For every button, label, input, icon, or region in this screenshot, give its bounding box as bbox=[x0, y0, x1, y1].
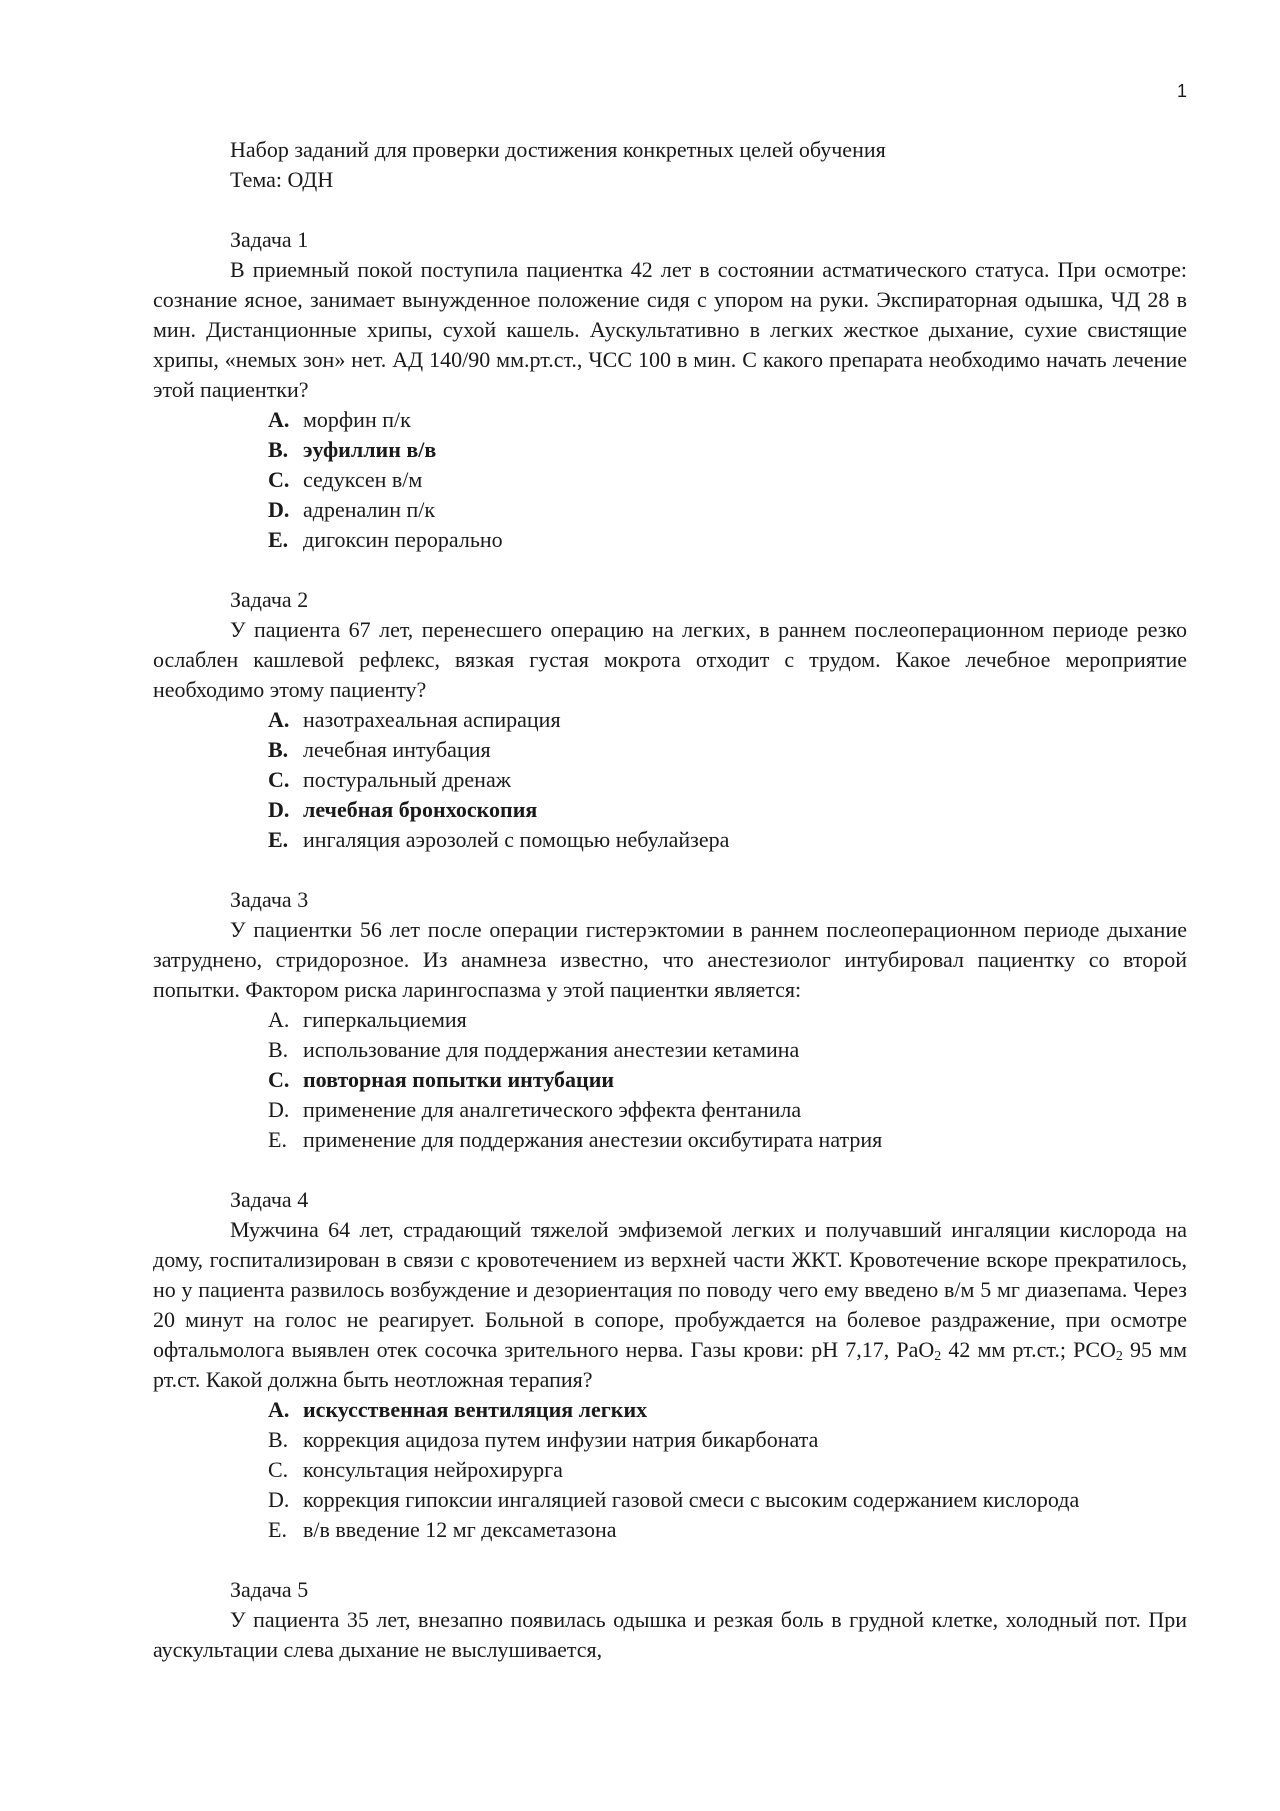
option-letter: C. bbox=[268, 1457, 289, 1482]
answer-option-correct bbox=[268, 435, 1187, 465]
option-text: коррекция гипоксии ингаляцией газовой смеси с высоким содержанием кислорода bbox=[303, 1487, 1080, 1512]
answer-option bbox=[268, 1455, 1187, 1485]
option-letter: A. bbox=[268, 1007, 290, 1032]
option-letter: B. bbox=[268, 1427, 289, 1452]
option-letter: A. bbox=[268, 1397, 290, 1422]
question-text: 42 мм рт.ст.; PCO bbox=[941, 1337, 1116, 1362]
option-letter: C. bbox=[268, 1067, 290, 1092]
answer-option bbox=[268, 765, 1187, 795]
option-text: дигоксин перорально bbox=[303, 527, 503, 552]
subscript: 2 bbox=[934, 1349, 942, 1364]
answer-option bbox=[268, 405, 1187, 435]
option-text: в/в введение 12 мг дексаметазона bbox=[303, 1517, 617, 1542]
document-content bbox=[153, 135, 1187, 1665]
task-question: У пациента 35 лет, внезапно появилась одышка и резкая боль в грудной клетке, холодный пот. При аускультации слева дыхание не выслушивается, bbox=[153, 1607, 1187, 1662]
page-number: 1 bbox=[1177, 81, 1188, 101]
option-text: ингаляция аэрозолей с помощью небулайзера bbox=[303, 827, 730, 852]
spacer bbox=[153, 195, 1187, 225]
task-1 bbox=[153, 225, 1187, 555]
task-5 bbox=[153, 1575, 1187, 1665]
answer-option bbox=[268, 735, 1187, 765]
spacer bbox=[153, 855, 1187, 885]
option-letter: D. bbox=[268, 497, 290, 522]
option-letter: E. bbox=[268, 1517, 287, 1542]
option-letter: A. bbox=[268, 707, 290, 732]
task-question: У пациентки 56 лет после операции гистерэктомии в раннем послеоперационном периоде дыхание затруднено, стридорозное. Из анамнеза известно, что анестезиолог интубировал пациентку со второй попытки. Фактором риска ларингоспазма у этой пациентки является: bbox=[153, 917, 1187, 1002]
option-text: коррекция ацидоза путем инфузии натрия бикарбоната bbox=[303, 1427, 819, 1452]
spacer bbox=[153, 555, 1187, 585]
option-letter: B. bbox=[268, 1037, 289, 1062]
document-topic: Тема: ОДН bbox=[230, 167, 334, 192]
option-text: постуральный дренаж bbox=[303, 767, 511, 792]
option-letter: E. bbox=[268, 1127, 287, 1152]
option-text: лечебная интубация bbox=[303, 737, 491, 762]
task-heading: Задача 1 bbox=[230, 227, 309, 252]
option-text: повторная попытки интубации bbox=[303, 1067, 615, 1092]
answer-option-correct bbox=[268, 795, 1187, 825]
task-heading: Задача 4 bbox=[230, 1187, 309, 1212]
answer-option bbox=[268, 1005, 1187, 1035]
option-text: адреналин п/к bbox=[303, 497, 436, 522]
option-text: применение для поддержания анестезии оксибутирата натрия bbox=[303, 1127, 883, 1152]
task-heading: Задача 3 bbox=[230, 887, 309, 912]
task-question bbox=[153, 1215, 1187, 1395]
option-letter: D. bbox=[268, 797, 290, 822]
option-text: морфин п/к bbox=[303, 407, 411, 432]
subscript: 2 bbox=[1115, 1349, 1123, 1364]
option-letter: D. bbox=[268, 1097, 290, 1122]
option-text: назотрахеальная аспирация bbox=[303, 707, 561, 732]
answer-option bbox=[268, 1125, 1187, 1155]
option-text: применение для аналгетического эффекта фентанила bbox=[303, 1097, 802, 1122]
answer-options bbox=[153, 1005, 1187, 1155]
task-2 bbox=[153, 585, 1187, 855]
answer-options bbox=[153, 1395, 1187, 1545]
answer-option bbox=[268, 1095, 1187, 1125]
option-letter: E. bbox=[268, 527, 289, 552]
option-letter: E. bbox=[268, 827, 289, 852]
option-text: искусственная вентиляция легких bbox=[303, 1397, 648, 1422]
option-text: эуфиллин в/в bbox=[303, 437, 437, 462]
question-text: Мужчина 64 лет, страдающий тяжелой эмфиземой легких и получавший ингаляции кислорода на дому, госпитализирован в связи с кровотечением из верхней части ЖКТ. Кровотечение вскоре прекратилось, но у пациента развилось возбуждение и дезориентация по поводу чего ему введено в/м 5 мг диазепама. Через 20 минут на голос не реагирует. Больной в сопоре, пробуждается на болевое раздражение, при осмотре офтальмолога выявлен отек сосочка зрительного нерва. Газы крови: pH 7,17, PaO bbox=[153, 1217, 1187, 1362]
answer-options bbox=[153, 705, 1187, 855]
task-3 bbox=[153, 885, 1187, 1155]
task-heading: Задача 5 bbox=[230, 1577, 309, 1602]
task-4 bbox=[153, 1185, 1187, 1545]
answer-option bbox=[268, 825, 1187, 855]
option-letter: B. bbox=[268, 737, 289, 762]
option-text: лечебная бронхоскопия bbox=[303, 797, 538, 822]
task-heading: Задача 2 bbox=[230, 587, 309, 612]
answer-option-correct bbox=[268, 1065, 1187, 1095]
task-question: У пациента 67 лет, перенесшего операцию на легких, в раннем послеоперационном периоде резко ослаблен кашлевой рефлекс, вязкая густая мокрота отходит с трудом. Какое лечебное мероприятие необходимо этому пациенту? bbox=[153, 617, 1187, 702]
document-title: Набор заданий для проверки достижения конкретных целей обучения bbox=[230, 137, 886, 162]
task-question: В приемный покой поступила пациентка 42 лет в состоянии астматического статуса. При осмотре: сознание ясное, занимает вынужденное положение сидя с упором на руки. Экспираторная одышка, ЧД 28 в мин. Дистанционные хрипы, сухой кашель. Аускультативно в легких жесткое дыхание, сухие свистящие хрипы, «немых зон» нет. АД 140/90 мм.рт.ст., ЧСС 100 в мин. С какого препарата необходимо начать лечение этой пациентки? bbox=[153, 257, 1187, 402]
option-letter: C. bbox=[268, 767, 290, 792]
answer-option bbox=[268, 525, 1187, 555]
spacer bbox=[153, 1155, 1187, 1185]
option-letter: C. bbox=[268, 467, 290, 492]
spacer bbox=[153, 1545, 1187, 1575]
option-letter: B. bbox=[268, 437, 289, 462]
option-text: гиперкальциемия bbox=[303, 1007, 467, 1032]
answer-option bbox=[268, 1515, 1187, 1545]
answer-option bbox=[268, 1035, 1187, 1065]
answer-options bbox=[153, 405, 1187, 555]
answer-option bbox=[268, 705, 1187, 735]
option-text: консультация нейрохирурга bbox=[303, 1457, 563, 1482]
option-letter: A. bbox=[268, 407, 290, 432]
option-letter: D. bbox=[268, 1487, 290, 1512]
option-text: использование для поддержания анестезии кетамина bbox=[303, 1037, 800, 1062]
answer-option bbox=[268, 465, 1187, 495]
answer-option bbox=[268, 495, 1187, 525]
question-text: 95 мм рт.ст. Какой должна быть неотложная терапия? bbox=[153, 1337, 1187, 1392]
answer-option bbox=[268, 1425, 1187, 1455]
option-text: седуксен в/м bbox=[303, 467, 423, 492]
answer-option bbox=[268, 1485, 1187, 1515]
answer-option-correct bbox=[268, 1395, 1187, 1425]
